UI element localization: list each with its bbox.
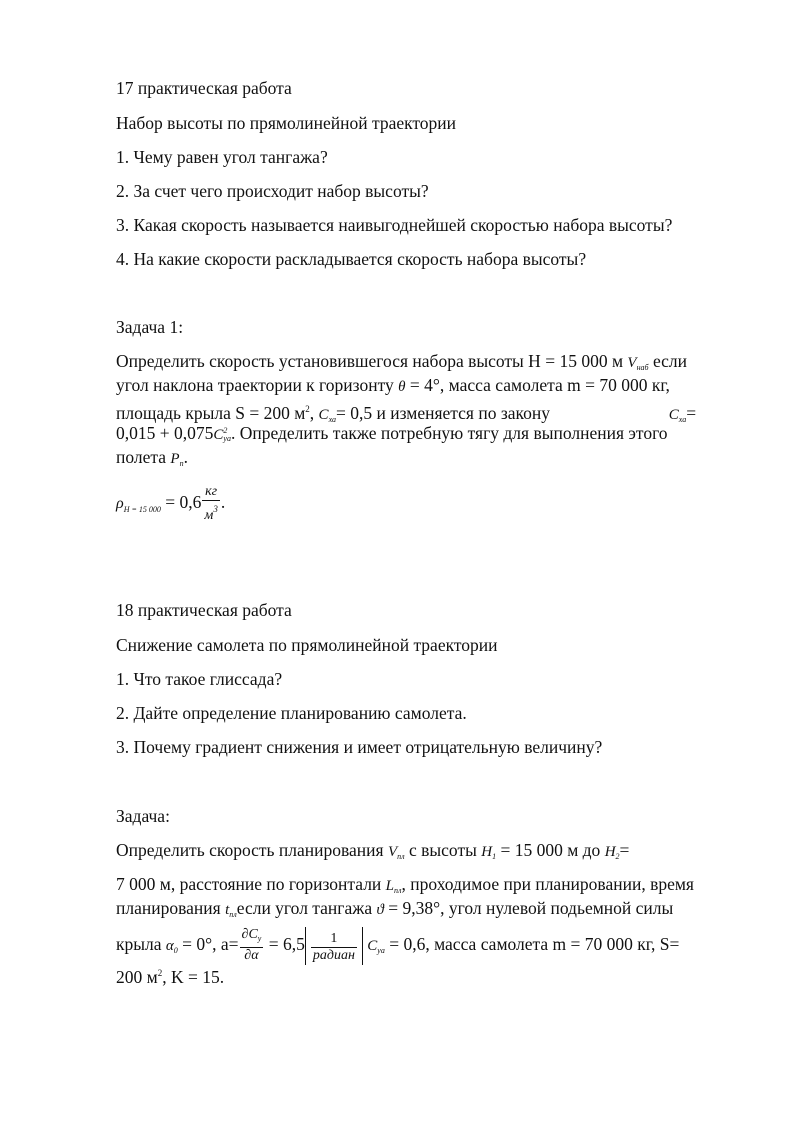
question-3: 3. Почему градиент снижения и имеет отрицательную величину? [116, 737, 603, 757]
question-3: 3. Какая скорость называется наивыгоднейшей скоростью набора высоты? [116, 215, 673, 235]
task-1-line-4: 0,015 + 0,075C 2 уа . Определить также потребную тягу для выполнения этого [116, 423, 668, 443]
task-2-line-2: 7 000 м, расстояние по горизонтали $L_{пл}$, проходимое при планировании, время [116, 874, 694, 895]
density-units-fraction: $\frac{кг}{м^3}$ [204, 484, 218, 523]
task-1-title: Задача 1: [116, 317, 184, 337]
task-1-line-5: полета $P_п$. [116, 447, 188, 468]
question-4: 4. На какие скорости раскладывается скорость набора высоты? [116, 249, 587, 269]
task-2-line-4: крыла $\alpha_0 = 0^\circ$, а= $\frac{\partial C_y}{\partial\alpha}$ = 6,5 $\frac{1}{\text{радиан}}$ $C_{уа} = 0,6$, масса самолета m = 70 000 кг, S= [116, 927, 680, 964]
task-2-title: Задача: [116, 806, 170, 826]
task-1-line-2: угол наклона траектории к горизонту θ = 4°, масса самолета m = 70 000 кг, [116, 375, 670, 395]
practical-work-18-topic: Снижение самолета по прямолинейной траектории [116, 635, 498, 655]
task-2-line-5: 200 $м^2$, K = 15. [116, 967, 225, 987]
practical-work-17-topic: Набор высоты по прямолинейной траектории [116, 113, 457, 133]
practical-work-18-heading: 18 практическая работа [116, 600, 292, 620]
practical-work-17-heading: 17 практическая работа [116, 78, 292, 98]
task-1-line-1: Определить скорость установившегося набора высоты H = 15 000 м $V_{наб}$ если [116, 351, 688, 372]
per-radian-bracket: $\frac{1}{\text{радиан}}$ [305, 927, 363, 965]
question-1: 1. Что такое глиссада? [116, 669, 283, 689]
task-1-line-3: площадь крыла S = 200 $м^2$, $C_{ха}= 0,5$ и изменяется по закону $C_{ха}=$ [116, 403, 697, 424]
task-2-line-1: Определить скорость планирования $V_{пл}$ с высоты $H_1 = 15$ 000 м до $H_2=$ [116, 840, 630, 861]
question-1: 1. Чему равен угол тангажа? [116, 147, 328, 167]
question-2: 2. Дайте определение планированию самолета. [116, 703, 467, 723]
task-2-line-3: планирования $t_{пл}если$ угол тангажа ϑ = 9,38°, угол нулевой подьемной силы [116, 898, 674, 919]
lift-slope-fraction: $\frac{\partial C_y}{\partial\alpha}$ [241, 927, 262, 964]
question-2: 2. За счет чего происходит набор высоты? [116, 181, 429, 201]
air-density-formula: $\rho_{H = 15 000} = 0,6$ $\frac{кг}{м^3}$ . [116, 484, 226, 523]
